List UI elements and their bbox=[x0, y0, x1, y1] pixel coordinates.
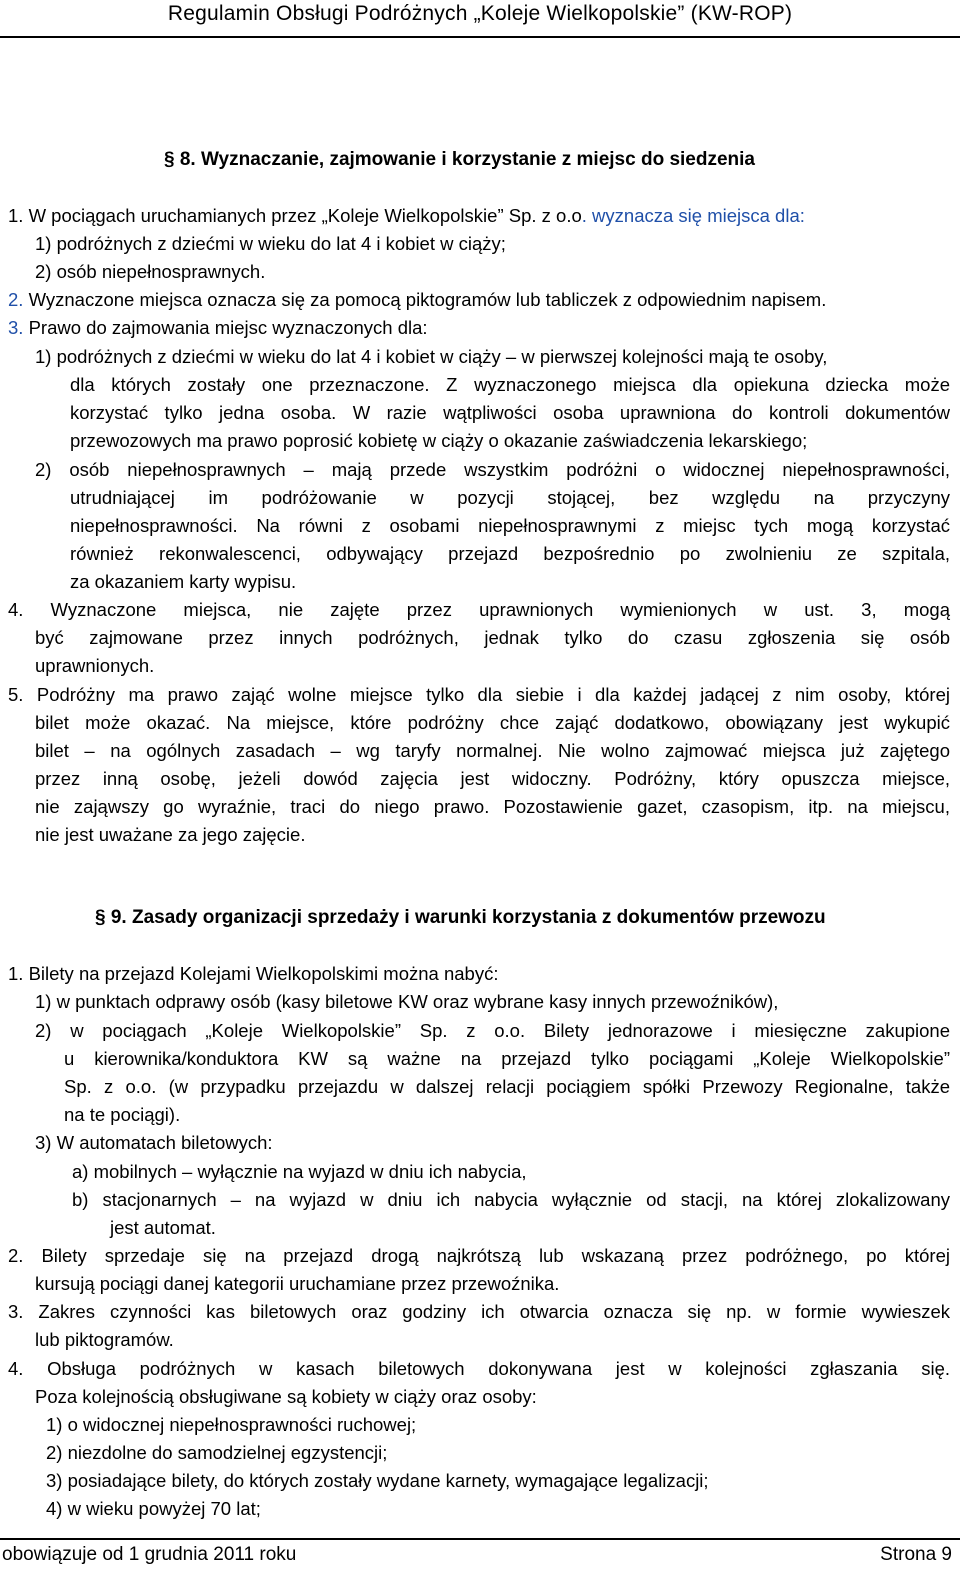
s9-line: 1) w punktach odprawy osób (kasy biletowe KW oraz wybrane kasy innych przewoźników), bbox=[35, 991, 779, 1012]
s8-p3-line: 1) podróżnych z dziećmi w wieku do lat 4 i kobiet w ciąży – w pierwszej kolejności mają te osoby, bbox=[35, 346, 828, 367]
s8-p4-line: 4. Wyznaczone miejsca, nie zajęte przez uprawnionych wymienionych w ust. 3, mogą bbox=[8, 599, 950, 620]
s8-p2-line: 2. Wyznaczone miejsca oznacza się za pomocą piktogramów lub tabliczek z odpowiednim napisem. bbox=[8, 289, 827, 310]
s9-line: 1) o widocznej niepełnosprawności ruchowej; bbox=[46, 1414, 417, 1435]
s9-line: a) mobilnych – wyłącznie na wyjazd w dniu ich nabycia, bbox=[72, 1161, 527, 1182]
header-title: Regulamin Obsługi Podróżnych „Koleje Wielkopolskie” (KW-ROP) bbox=[167, 2, 793, 25]
s8-p5-line: nie jest uważane za jego zajęcie. bbox=[35, 824, 306, 845]
s8-p3-line: również rekonwalescenci, odbywający przejazd bezpośrednio po zwolnieniu ze szpitala, bbox=[70, 543, 950, 564]
s9-line: 4) w wieku powyżej 70 lat; bbox=[46, 1498, 261, 1519]
s9-line: u kierownika/konduktora KW są ważne na przejazd tylko pociągami „Koleje Wielkopolskie” bbox=[64, 1048, 950, 1069]
s9-line: 3) W automatach biletowych: bbox=[35, 1132, 273, 1153]
s9-line: 2) w pociągach „Koleje Wielkopolskie” Sp. z o.o. Bilety jednorazowe i miesięczne zakupione bbox=[35, 1020, 950, 1041]
s9-line: 4. Obsługa podróżnych w kasach biletowych dokonywana jest w kolejności zgłaszania się. bbox=[8, 1358, 950, 1379]
s8-p5-line: bilet może okazać. Na miejsce, które podróżny chce zająć dodatkowo, obowiązany jest wykupić bbox=[35, 712, 950, 733]
s8-p5-line: bilet – na ogólnych zasadach – wg taryfy normalnej. Nie wolno zajmować miejsca już zajętego bbox=[35, 740, 950, 761]
s8-p4-line: uprawnionych. bbox=[35, 655, 155, 676]
s9-line: Sp. z o.o. (w przypadku przejazdu w dalszej relacji pociągiem spółki Przewozy Regionalne, także bbox=[64, 1076, 950, 1097]
s8-p1-item: 2) osób niepełnosprawnych. bbox=[35, 261, 266, 282]
s8-p5-line: 5. Podróżny ma prawo zająć wolne miejsce tylko dla siebie i dla każdej jadącej z nim osoby, której bbox=[8, 684, 950, 705]
s9-line: 1. Bilety na przejazd Kolejami Wielkopolskimi można nabyć: bbox=[8, 963, 499, 984]
footer-effective-date: obowiązuje od 1 grudnia 2011 roku bbox=[2, 1544, 297, 1565]
s8-p1-line: 1. W pociągach uruchamianych przez „Koleje Wielkopolskie” Sp. z o.o. wyznacza się miejsca dla: bbox=[8, 205, 805, 226]
s9-line: 2) niezdolne do samodzielnej egzystencji; bbox=[46, 1442, 388, 1463]
footer-page-number: Strona 9 bbox=[880, 1544, 952, 1565]
s8-p5-line: nie zająwszy go wyraźnie, traci do niego prawo. Pozostawienie gazet, czasopism, itp. na miejscu, bbox=[35, 796, 950, 817]
s9-line: b) stacjonarnych – na wyjazd w dniu ich nabycia wyłącznie od stacji, na której zlokalizowany bbox=[72, 1189, 950, 1210]
s8-p3-line: za okazaniem karty wypisu. bbox=[70, 571, 297, 592]
s8-p5-line: przez inną osobę, jeżeli dowód zajęcia jest widoczny. Podróżny, który opuszcza miejsce, bbox=[35, 768, 950, 789]
s9-line: 2. Bilety sprzedaje się na przejazd drogą najkrótszą lub wskazaną przez podróżnego, po której bbox=[8, 1245, 950, 1266]
s9-line: lub piktogramów. bbox=[35, 1329, 174, 1350]
s9-line: 3. Zakres czynności kas biletowych oraz godziny ich otwarcia oznacza się np. w formie wywieszek bbox=[8, 1301, 950, 1322]
s9-line: Poza kolejnością obsługiwane są kobiety w ciąży oraz osoby: bbox=[35, 1386, 537, 1407]
s8-p3-line: niepełnosprawności. Na równi z osobami niepełnosprawnymi z miejsc tych mogą korzystać bbox=[70, 515, 950, 536]
page-footer bbox=[0, 1538, 960, 1577]
s8-p4-line: być zajmowane przez innych podróżnych, jednak tylko do czasu zgłoszenia się osób bbox=[35, 627, 950, 648]
s8-p3-line: 3. Prawo do zajmowania miejsc wyznaczonych dla: bbox=[8, 317, 428, 338]
s8-p3-line: przewozowych ma prawo poprosić kobietę w ciąży o okazanie zaświadczenia lekarskiego; bbox=[70, 430, 808, 451]
s9-line: kursują pociągi danej kategorii uruchamiane przez przewoźnika. bbox=[35, 1273, 560, 1294]
s9-line: jest automat. bbox=[110, 1217, 216, 1238]
section-8-title: § 8. Wyznaczanie, zajmowanie i korzystanie z miejsc do siedzenia bbox=[164, 149, 755, 170]
s8-p3-line: dla których zostały one przeznaczone. Z wyznaczonego miejsca dla opiekuna dziecka może bbox=[70, 374, 950, 395]
s9-line: 3) posiadające bilety, do których zostały wydane karnety, wymagające legalizacji; bbox=[46, 1470, 709, 1491]
section-9-title: § 9. Zasady organizacji sprzedaży i warunki korzystania z dokumentów przewozu bbox=[95, 907, 826, 928]
s8-p3-line: korzystać tylko jedna osoba. W razie wątpliwości osoba uprawniona do kontroli dokumentów bbox=[70, 402, 950, 423]
s9-line: na te pociągi). bbox=[64, 1104, 181, 1125]
s8-p3-line: 2) osób niepełnosprawnych – mają przede wszystkim podróżni o widocznej niepełnosprawności, bbox=[35, 459, 950, 480]
s8-p3-line: utrudniającej im podróżowanie w pozycji stojącej, bez względu na przyczyny bbox=[70, 487, 950, 508]
s8-p1-item: 1) podróżnych z dziećmi w wieku do lat 4 i kobiet w ciąży; bbox=[35, 233, 506, 254]
